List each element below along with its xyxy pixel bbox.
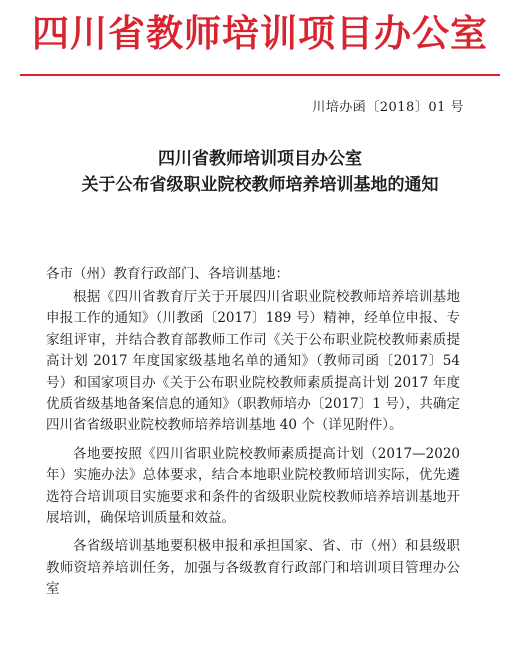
body-paragraph-2: 各地要按照《四川省职业院校教师素质提高计划（2017—2020 年）实施办法》总体要求，结合本地职业院校教师培训实际，优先遴选符合培训项目实施要求和条件的省级职业院校教师培养培训基地开展培训，确保培训质量和效益。 [46,445,460,527]
letterhead-divider [20,74,500,76]
letterhead-title: 四川省教师培训项目办公室 [32,12,488,55]
document-number: 川培办函〔2018〕01 号 [312,100,464,115]
title-line-2: 关于公布省级职业院校教师培养培训基地的通知 [81,175,439,195]
body-paragraph-3: 各省级培训基地要积极申报和承担国家、省、市（州）和县级职教师资培养培训任务，加强与各级教育行政部门和培训项目管理办公室 [46,538,460,598]
body-paragraph-1: 根据《四川省教育厅关于开展四川省职业院校教师培养培训基地申报工作的通知》（川教函〔2017〕189 号）精神，经单位申报、专家组评审，并结合教育部教师工作司《关于公布职业院校教师素质提高计划 2017 年度国家级基地名单的通知》（教师司函〔2017〕54 号）和国家项目办《关于公布职业院校教师素质提高计划 2017 年度优质省级基地备案信息的通知》（职教师培办〔2017〕1 号），共确定四川省省级职业院校教师培养培训基地 40 个（详见附件）。 [46,289,460,434]
document-title [0,146,520,198]
document-body [46,287,460,608]
title-line-1: 四川省教师培训项目办公室 [158,149,362,169]
salutation: 各市（州）教育行政部门、各培训基地： [46,266,289,282]
